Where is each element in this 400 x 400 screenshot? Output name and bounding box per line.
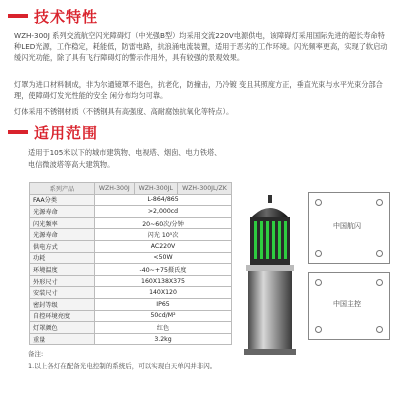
spec-value: 3.2kg — [95, 333, 232, 345]
spec-value: 50cd/M² — [95, 310, 232, 322]
spec-key: 外形尺寸 — [30, 275, 95, 287]
spec-key: 光源寿命 — [30, 229, 95, 241]
mount-hole — [376, 199, 383, 206]
spec-row — [30, 264, 232, 276]
drawing-label: 中国航闪 — [333, 222, 361, 230]
spec-header-cell: 系列产品 — [30, 183, 95, 195]
spec-key: 灯罩颜色 — [30, 322, 95, 334]
tech-section-header — [8, 6, 98, 26]
spec-row — [30, 298, 232, 310]
spec-key: 安装尺寸 — [30, 287, 95, 299]
spec-row — [30, 240, 232, 252]
scope-line-2: 电信微波塔等高大建筑物。 — [28, 159, 115, 169]
spec-value: L-864/865 — [95, 194, 232, 206]
tech-paragraph-2: 灯罩为进口材料制成，非为尔通镜罩不退色，抗老化，防撞击，乃冷镀 变且其照度方正，垂直光束与水平光束分部合理，使障碍灯发光性能的安全 闲分布均匀可靠。 — [14, 80, 383, 100]
spec-header-cell: WZH-300JL — [134, 183, 177, 195]
spec-key: 自控环境亮度 — [30, 310, 95, 322]
scope-line-1: 适用于105米以下的城市建筑物、电视塔、烟囱、电力铁塔、 — [28, 148, 222, 157]
scope-section-header — [8, 122, 98, 142]
bottom-view-drawing — [308, 272, 390, 340]
scope-section-title: 适用范围 — [34, 123, 99, 142]
tech-paragraph-1: WZH-300J 系列交流航空闪光障碍灯（中光强B型）均采用交流220V电源供电，该障碍灯采用国际先进的超长寿命特种LED光源，工作稳定，耗能低，防雷电路，抗浪涌电流装置，适用于恶劣的工作环境。闪光频率更高，实现了软启动缓闪光功能，除了具有飞行障碍灯的警示作用外，具有较强的景观效果。 — [14, 31, 388, 62]
mount-hole — [315, 250, 322, 257]
spec-header-row — [30, 183, 232, 195]
mount-hole — [315, 199, 322, 206]
spec-key: 供电方式 — [30, 240, 95, 252]
mount-hole — [376, 279, 383, 286]
spec-value: 红色 — [95, 322, 232, 334]
spec-value: 20~60次/分钟 — [95, 217, 232, 229]
spec-table — [29, 182, 232, 345]
spec-row — [30, 229, 232, 241]
spec-key: 闪光频率 — [30, 217, 95, 229]
mount-hole — [315, 279, 322, 286]
spec-key: 环境温度 — [30, 264, 95, 276]
tech-paragraph-3: 灯体采用不锈钢材质（不锈钢具有高强度、高耐腐蚀抗氧化等特点）。 — [14, 107, 234, 116]
spec-row — [30, 333, 232, 345]
spec-row — [30, 310, 232, 322]
mount-hole — [376, 326, 383, 333]
spec-row — [30, 287, 232, 299]
section-marker — [8, 130, 28, 134]
spec-header-cell: WZH-300JL/ZK — [177, 183, 231, 195]
drawing-label: 中国主控 — [333, 300, 361, 308]
notes-title: 备注: — [28, 350, 44, 358]
spec-value: -40~+75摄氏度 — [95, 264, 232, 276]
mount-hole — [315, 326, 322, 333]
spec-header-cell: WZH-300J — [95, 183, 135, 195]
spec-value: 140X120 — [95, 287, 232, 299]
scope-text — [28, 147, 388, 170]
notes-line-1: 1.以上各灯在配备光电控制的系统后，可以实现白天单闪并非闪。 — [28, 362, 217, 370]
spec-row — [30, 194, 232, 206]
spec-value: IP65 — [95, 298, 232, 310]
spec-row — [30, 217, 232, 229]
spec-row — [30, 322, 232, 334]
spec-value: <50W — [95, 252, 232, 264]
spec-key: 光源寿命 — [30, 206, 95, 218]
spec-value: >2,000cd — [95, 206, 232, 218]
obstruction-lamp-image — [238, 195, 302, 355]
spec-row — [30, 275, 232, 287]
spec-value: AC220V — [95, 240, 232, 252]
spec-key: 密封等级 — [30, 298, 95, 310]
top-view-drawing — [308, 192, 390, 264]
section-marker — [8, 14, 28, 18]
tech-section-title: 技术特性 — [34, 7, 99, 26]
spec-value: 闪光 10⁵次 — [95, 229, 232, 241]
spec-key: FAA分类 — [30, 194, 95, 206]
spec-value: 160X138X375 — [95, 275, 232, 287]
spec-row — [30, 252, 232, 264]
mount-hole — [376, 250, 383, 257]
spec-key: 重量 — [30, 333, 95, 345]
spec-key: 功耗 — [30, 252, 95, 264]
spec-row — [30, 206, 232, 218]
notes — [28, 348, 216, 372]
